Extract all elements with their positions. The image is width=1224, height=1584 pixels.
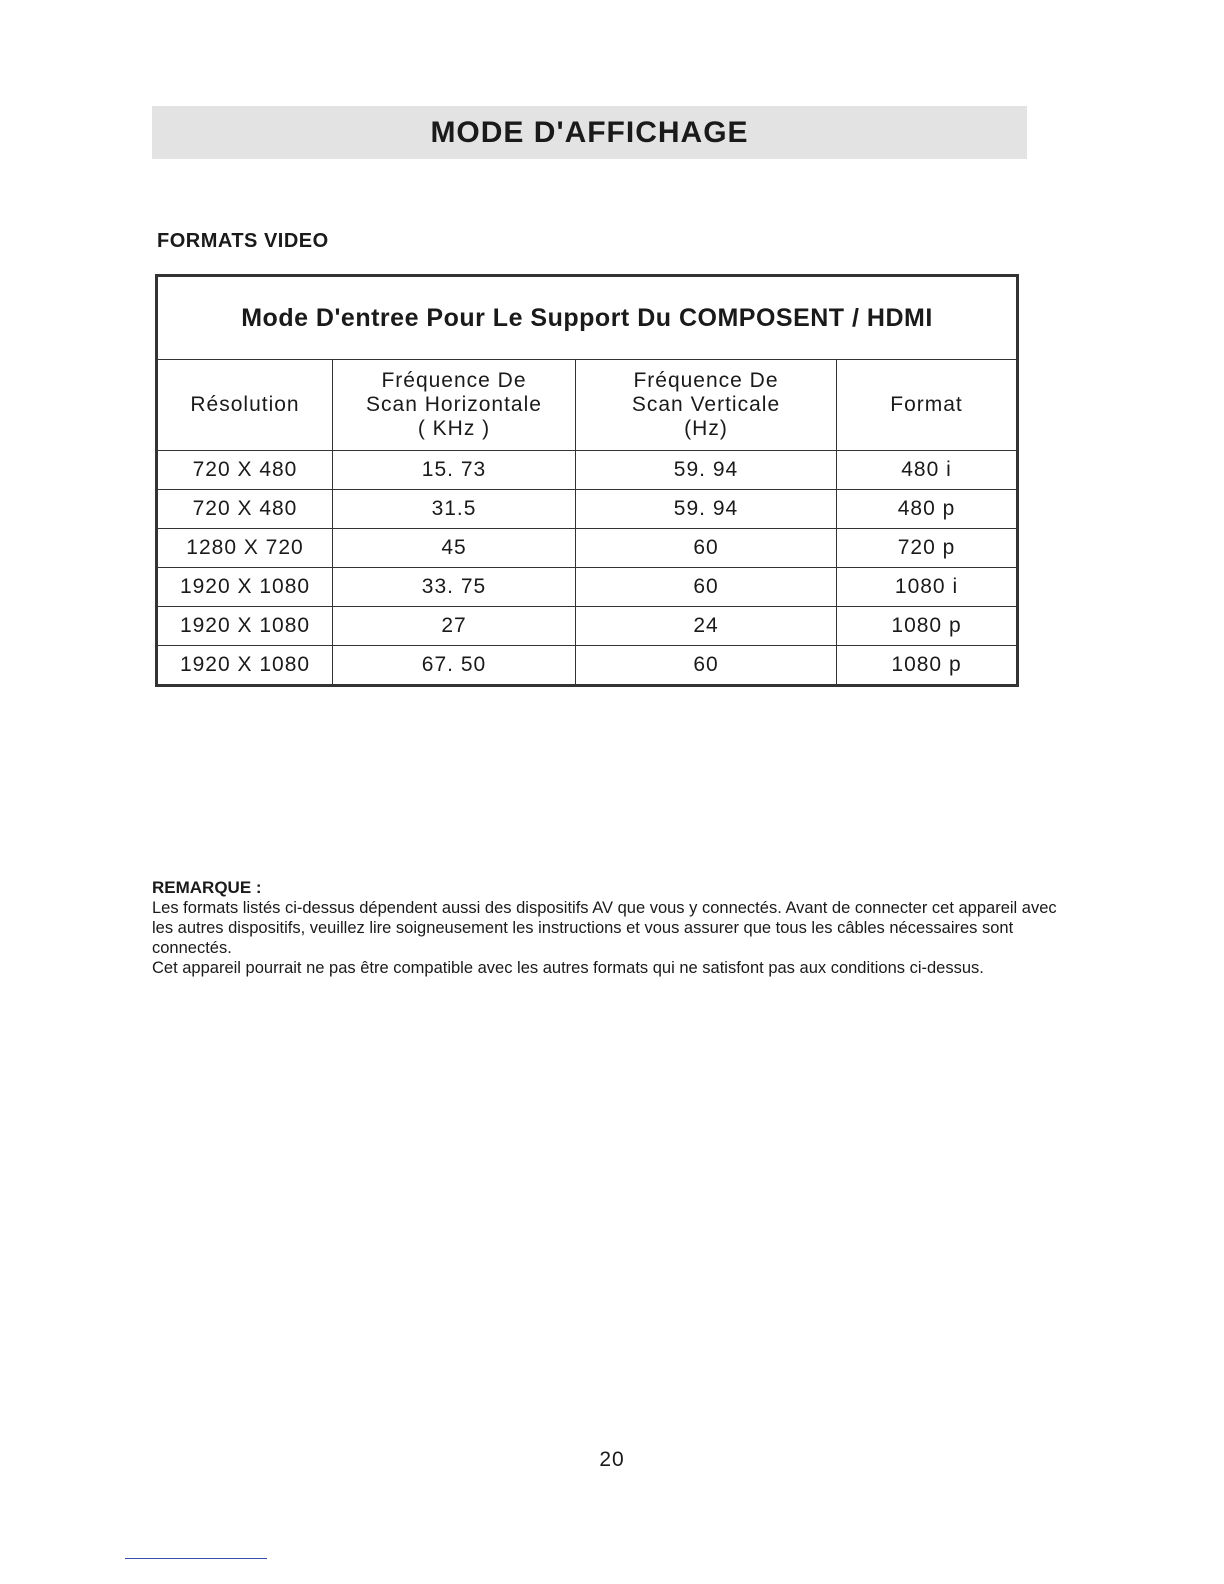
header-resolution: Résolution bbox=[157, 360, 333, 451]
header-line: ( KHz ) bbox=[417, 417, 491, 440]
remark-title: REMARQUE : bbox=[152, 878, 262, 897]
footer-rule bbox=[125, 1558, 267, 1559]
cell-vertical-frequency: 59. 94 bbox=[576, 451, 837, 490]
cell-resolution: 1280 X 720 bbox=[157, 529, 333, 568]
cell-horizontal-frequency: 15. 73 bbox=[333, 451, 576, 490]
cell-horizontal-frequency: 33. 75 bbox=[333, 568, 576, 607]
cell-resolution: 1920 X 1080 bbox=[157, 568, 333, 607]
table-header-row bbox=[157, 360, 1018, 451]
table-row bbox=[157, 568, 1018, 607]
cell-vertical-frequency: 59. 94 bbox=[576, 490, 837, 529]
table-row bbox=[157, 607, 1018, 646]
table-row bbox=[157, 529, 1018, 568]
cell-format: 720 p bbox=[837, 529, 1018, 568]
cell-horizontal-frequency: 67. 50 bbox=[333, 646, 576, 686]
remark-paragraph: Les formats listés ci-dessus dépendent aussi des dispositifs AV que vous y connectés. Avant de connecter cet appareil avec les autres dispositifs, veuillez lire soigneusement les instructions et vous assurer que tous les câbles nécessaires sont connectés. bbox=[152, 899, 1057, 957]
cell-resolution: 1920 X 1080 bbox=[157, 646, 333, 686]
page-number: 20 bbox=[599, 1448, 625, 1471]
header-line: Fréquence De bbox=[633, 369, 779, 392]
cell-vertical-frequency: 24 bbox=[576, 607, 837, 646]
cell-format: 1080 p bbox=[837, 646, 1018, 686]
header-vertical-frequency bbox=[576, 360, 837, 451]
page-title: MODE D'AFFICHAGE bbox=[430, 115, 749, 149]
table-caption-row bbox=[157, 276, 1018, 360]
remark-block bbox=[152, 878, 1082, 978]
video-formats-table bbox=[155, 274, 1019, 687]
table-row bbox=[157, 490, 1018, 529]
cell-format: 1080 i bbox=[837, 568, 1018, 607]
header-format: Format bbox=[837, 360, 1018, 451]
header-line: Scan Horizontale bbox=[366, 393, 542, 416]
header-horizontal-frequency bbox=[333, 360, 576, 451]
cell-resolution: 720 X 480 bbox=[157, 490, 333, 529]
title-band bbox=[152, 106, 1027, 159]
header-line: Scan Verticale bbox=[631, 393, 781, 416]
cell-resolution: 720 X 480 bbox=[157, 451, 333, 490]
header-line: (Hz) bbox=[684, 417, 728, 440]
cell-format: 480 p bbox=[837, 490, 1018, 529]
cell-resolution: 1920 X 1080 bbox=[157, 607, 333, 646]
cell-horizontal-frequency: 31.5 bbox=[333, 490, 576, 529]
section-label: FORMATS VIDEO bbox=[157, 230, 329, 252]
table-row bbox=[157, 646, 1018, 686]
cell-horizontal-frequency: 45 bbox=[333, 529, 576, 568]
cell-vertical-frequency: 60 bbox=[576, 568, 837, 607]
cell-format: 1080 p bbox=[837, 607, 1018, 646]
cell-format: 480 i bbox=[837, 451, 1018, 490]
table-row bbox=[157, 451, 1018, 490]
remark-paragraph: Cet appareil pourrait ne pas être compatible avec les autres formats qui ne satisfont pas aux conditions ci-dessus. bbox=[152, 959, 984, 977]
cell-vertical-frequency: 60 bbox=[576, 529, 837, 568]
table-caption: Mode D'entree Pour Le Support Du COMPOSENT / HDMI bbox=[157, 276, 1018, 360]
cell-horizontal-frequency: 27 bbox=[333, 607, 576, 646]
cell-vertical-frequency: 60 bbox=[576, 646, 837, 686]
header-line: Fréquence De bbox=[381, 369, 527, 392]
